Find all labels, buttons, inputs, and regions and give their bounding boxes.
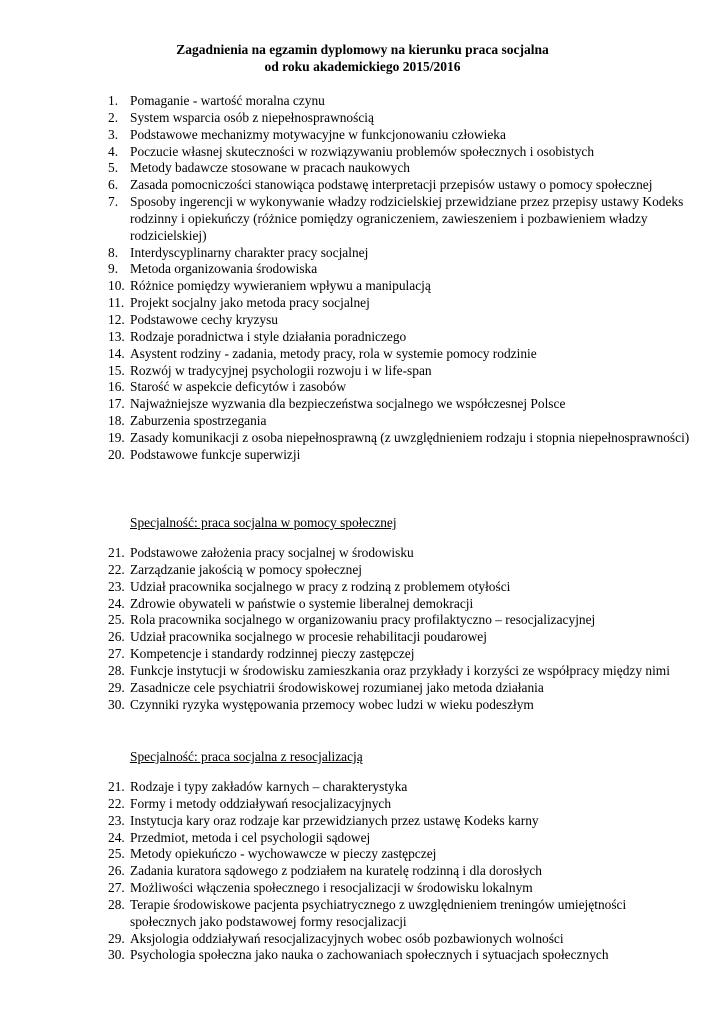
item-number: 9.	[108, 261, 119, 277]
item-number: 19.	[108, 429, 125, 445]
list-item	[0, 278, 725, 295]
item-number: 3.	[108, 126, 119, 142]
list-item	[0, 295, 725, 312]
item-number: 22.	[108, 795, 125, 811]
item-number: 6.	[108, 177, 119, 193]
item-number: 8.	[108, 244, 119, 260]
item-text: Możliwości włączenia społecznego i resocjalizacji w środowisku lokalnym	[130, 880, 533, 896]
item-number: 23.	[108, 578, 125, 594]
item-number: 12.	[108, 311, 125, 327]
list-item	[0, 110, 725, 127]
social-assistance-topics-list	[0, 545, 725, 713]
item-number: 29.	[108, 679, 125, 695]
item-text: Rodzaje i typy zakładów karnych – charakterystyka	[130, 779, 408, 794]
item-text: Zasada pomocniczości stanowiąca podstawę interpretacji przepisów ustawy o pomocy społecznej	[130, 177, 653, 193]
item-number: 17.	[108, 396, 125, 412]
list-item	[0, 663, 725, 680]
list-item	[0, 779, 725, 796]
list-item	[0, 396, 725, 413]
item-number: 7.	[108, 194, 119, 210]
item-text: Rola pracownika socjalnego w organizowaniu pracy profilaktyczno – resocjalizacyjnej	[130, 612, 596, 628]
list-item	[0, 880, 725, 897]
item-text: Metoda organizowania środowiska	[130, 261, 318, 277]
list-item	[0, 194, 725, 245]
list-item	[0, 947, 725, 964]
item-text: Rodzaje poradnictwa i style działania poradniczego	[130, 328, 407, 344]
item-text: Terapie środowiskowe pacjenta psychiatrycznego z uwzględnieniem treningów umiejętności społecznych jako podstawowej formy resocjalizacji	[130, 896, 627, 929]
item-number: 20.	[108, 446, 125, 462]
list-item	[0, 830, 725, 847]
item-text: Zaburzenia spostrzegania	[130, 413, 267, 429]
item-number: 15.	[108, 362, 125, 378]
item-number: 18.	[108, 413, 125, 429]
item-number: 29.	[108, 930, 125, 946]
item-number: 5.	[108, 160, 119, 176]
list-item	[0, 312, 725, 329]
list-item	[0, 413, 725, 430]
item-text: Zasadnicze cele psychiatrii środowiskowej rozumianej jako metoda działania	[130, 679, 544, 695]
item-text: Funkcje instytucji w środowisku zamieszkania oraz przykłady i korzyści ze współpracy między nimi	[130, 662, 670, 678]
item-number: 28.	[108, 662, 125, 678]
list-item	[0, 796, 725, 813]
list-item	[0, 363, 725, 380]
title-line-2: od roku akademickiego 2015/2016	[264, 59, 461, 74]
item-number: 30.	[108, 947, 125, 963]
item-text: Zdrowie obywateli w państwie o systemie liberalnej demokracji	[130, 595, 474, 611]
list-item	[0, 261, 725, 278]
list-item	[0, 680, 725, 697]
title-line-1: Zagadnienia na egzamin dyplomowy na kierunku praca socjalna	[176, 42, 549, 57]
list-item	[0, 931, 725, 948]
item-number: 26.	[108, 629, 125, 645]
item-text: Starość w aspekcie deficytów i zasobów	[130, 379, 347, 395]
item-number: 21.	[108, 545, 125, 560]
item-text: Aksjologia oddziaływań resocjalizacyjnych wobec osób pozbawionych wolności	[130, 930, 564, 946]
item-text: Metody badawcze stosowane w pracach naukowych	[130, 160, 410, 176]
list-item	[0, 646, 725, 663]
list-item	[0, 697, 725, 714]
list-item	[0, 545, 725, 562]
item-text: Podstawowe założenia pracy socjalnej w środowisku	[130, 545, 414, 560]
item-text: Zadania kuratora sądowego z podziałem na kuratelę rodzinną i dla dorosłych	[130, 863, 542, 879]
list-item	[0, 160, 725, 177]
general-topics-list	[0, 93, 725, 464]
item-number: 24.	[108, 595, 125, 611]
item-number: 1.	[108, 93, 119, 108]
list-item	[0, 447, 725, 464]
list-item	[0, 379, 725, 396]
item-text: Sposoby ingerencji w wykonywanie władzy rodzicielskiej przewidziane przez przepisy ustawy Kodeks rodzinny i opiekuńczy (różnice pomiędzy ograniczeniem, zawieszeniem i pozbawieniem władzy rodzicielskiej)	[130, 194, 684, 243]
item-text: Zasady komunikacji z osoba niepełnosprawną (z uwzględnieniem rodzaju i stopnia niepełnosprawności)	[130, 429, 690, 445]
list-item	[0, 346, 725, 363]
list-item	[0, 144, 725, 161]
list-item	[0, 813, 725, 830]
item-text: Rozwój w tradycyjnej psychologii rozwoju i w life-span	[130, 362, 432, 378]
item-text: Instytucja kary oraz rodzaje kar przewidzianych przez ustawę Kodeks karny	[130, 812, 539, 828]
list-item	[0, 127, 725, 144]
list-item	[0, 579, 725, 596]
item-number: 2.	[108, 109, 119, 125]
item-text: Różnice pomiędzy wywieraniem wpływu a manipulacją	[130, 278, 431, 294]
specialization-heading-social-assistance: Specjalność: praca socjalna w pomocy społecznej	[130, 515, 397, 530]
item-text: Psychologia społeczna jako nauka o zachowaniach społecznych i sytuacjach społecznych	[130, 947, 609, 963]
item-number: 10.	[108, 278, 125, 294]
list-item	[0, 93, 725, 110]
item-number: 14.	[108, 345, 125, 361]
item-text: Najważniejsze wyzwania dla bezpieczeństwa socjalnego we współczesnej Polsce	[130, 396, 566, 412]
item-text: Przedmiot, metoda i cel psychologii sądowej	[130, 829, 371, 845]
item-text: System wsparcia osób z niepełnosprawnością	[130, 109, 374, 125]
item-text: Udział pracownika socjalnego w pracy z rodziną z problemem otyłości	[130, 578, 511, 594]
list-item	[0, 863, 725, 880]
document-title	[0, 41, 725, 75]
item-number: 27.	[108, 646, 125, 662]
list-item	[0, 245, 725, 262]
list-item	[0, 897, 725, 931]
item-number: 25.	[108, 612, 125, 628]
item-number: 23.	[108, 812, 125, 828]
list-item	[0, 629, 725, 646]
item-text: Poczucie własnej skuteczności w rozwiązywaniu problemów społecznych i osobistych	[130, 143, 595, 159]
item-number: 21.	[108, 779, 125, 794]
item-number: 13.	[108, 328, 125, 344]
resocialization-topics-list	[0, 779, 725, 964]
item-text: Czynniki ryzyka występowania przemocy wobec ludzi w wieku podeszłym	[130, 696, 534, 712]
list-item	[0, 562, 725, 579]
item-number: 27.	[108, 880, 125, 896]
item-number: 25.	[108, 846, 125, 862]
item-number: 4.	[108, 143, 119, 159]
item-number: 24.	[108, 829, 125, 845]
item-number: 11.	[108, 295, 125, 311]
item-number: 28.	[108, 896, 125, 912]
item-text: Podstawowe mechanizmy motywacyjne w funkcjonowaniu człowieka	[130, 126, 506, 142]
item-text: Projekt socjalny jako metoda pracy socjalnej	[130, 295, 370, 311]
item-text: Podstawowe funkcje superwizji	[130, 446, 301, 462]
list-item	[0, 177, 725, 194]
item-text: Kompetencje i standardy rodzinnej pieczy zastępczej	[130, 646, 415, 662]
list-item	[0, 846, 725, 863]
item-text: Interdyscyplinarny charakter pracy socjalnej	[130, 244, 369, 260]
list-item	[0, 430, 725, 447]
item-text: Asystent rodziny - zadania, metody pracy, rola w systemie pomocy rodzinie	[130, 345, 537, 361]
item-number: 22.	[108, 561, 125, 577]
item-text: Zarządzanie jakością w pomocy społecznej	[130, 561, 362, 577]
item-text: Pomaganie - wartość moralna czynu	[130, 93, 325, 108]
item-text: Metody opiekuńczo - wychowawcze w pieczy zastępczej	[130, 846, 437, 862]
item-number: 30.	[108, 696, 125, 712]
item-text: Podstawowe cechy kryzysu	[130, 311, 279, 327]
item-text: Udział pracownika socjalnego w procesie rehabilitacji poudarowej	[130, 629, 487, 645]
item-text: Formy i metody oddziaływań resocjalizacyjnych	[130, 795, 392, 811]
item-number: 16.	[108, 379, 125, 395]
list-item	[0, 612, 725, 629]
specialization-heading-resocialization: Specjalność: praca socjalna z resocjalizacją	[130, 749, 363, 764]
item-number: 26.	[108, 863, 125, 879]
list-item	[0, 596, 725, 613]
list-item	[0, 329, 725, 346]
